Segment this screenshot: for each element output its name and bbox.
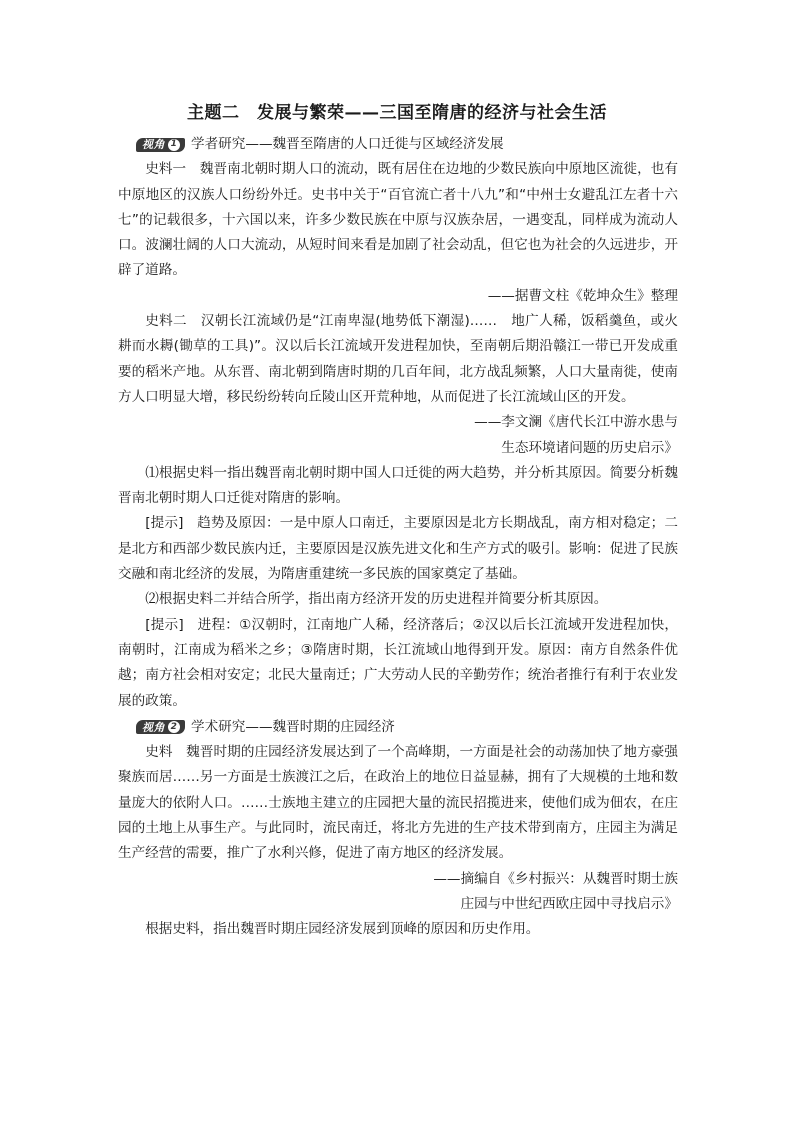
- view-badge-number: 2: [168, 721, 180, 733]
- view-badge-number: 1: [168, 139, 180, 151]
- answer-hint-1: [提示] 趋势及原因：一是中原人口南迁，主要原因是北方长期战乱，南方相对稳定；二是北方和西部少数民族内迁，主要原因是汉族先进文化和生产方式的吸引。影响：促进了民族交融和南北经济的发展，为隋唐重建统一多民族的国家奠定了基础。: [118, 515, 678, 583]
- material-2: 史料二 汉朝长江流域仍是“江南卑湿(地势低下潮湿)…… 地广人稀，饭稻羹鱼，或火耕而水耨(锄草的工具)”。汉以后长江流域开发进程加快，至南朝后期沿赣江一带已开发成重要的稻米产地。从东晋、南北朝到隋唐时期的几百年间，北方战乱频繁，人口大量南徙，使南方人口明显大增，移民纷纷转向丘陵山区开荒种地，从而促进了长江流域山区的开发。: [118, 313, 678, 405]
- view2-title: 学术研究——魏晋时期的庄园经济: [191, 718, 395, 735]
- view-badge: [136, 138, 185, 152]
- content-body: [118, 132, 678, 943]
- view1-title: 学者研究——魏晋至隋唐的人口迁徙与区域经济发展: [191, 136, 504, 152]
- view-badge: [136, 720, 185, 734]
- view-badge-label: 视角: [142, 720, 165, 734]
- page-title: 主题二 发展与繁荣——三国至隋唐的经济与社会生活: [187, 103, 607, 123]
- material-2-source-line2: 生态环境诸问题的历史启示》: [501, 439, 678, 456]
- question-2: ⑵根据史料二并结合所学，指出南方经济开发的历史进程并简要分析其原因。: [145, 591, 608, 608]
- material-1-source: ——据曹文柱《乾坤众生》整理: [487, 287, 678, 304]
- answer-hint-2: [提示] 进程：①汉朝时，江南地广人稀，经济落后；②汉以后长江流域开发进程加快，南朝时，江南成为稻米之乡；③隋唐时期，长江流域山地得到开发。原因：南方自然条件优越；南方社会相对安定；北民大量南迁；广大劳动人民的辛勤劳作；统治者推行有利于农业发展的政策。: [118, 616, 678, 709]
- question-3: 根据史料，指出魏晋时期庄园经济发展到顶峰的原因和历史作用。: [145, 921, 540, 938]
- view-badge-label: 视角: [142, 138, 165, 151]
- view2-heading: [118, 715, 678, 740]
- material-3: 史料 魏晋时期的庄园经济发展达到了一个高峰期，一方面是社会的动荡加快了地方豪强聚族而居……另一方面是士族渡江之后，在政治上的地位日益显赫，拥有了大规模的土地和数量庞大的依附人口。……士族地主建立的庄园把大量的流民招揽进来，使他们成为佃农，在庄园的土地上从事生产。与此同时，流民南迁，将北方先进的生产技术带到南方，庄园主为满足生产经营的需要，推广了水利兴修，促进了南方地区的经济发展。: [118, 744, 678, 862]
- question-1: ⑴根据史料一指出魏晋南北朝时期中国人口迁徙的两大趋势，并分析其原因。简要分析魏晋南北朝时期人口迁徙对隋唐的影响。: [118, 464, 678, 507]
- view1-heading: [118, 132, 678, 157]
- material-1: 史料一 魏晋南北朝时期人口的流动，既有居住在边地的少数民族向中原地区流徙，也有中原地区的汉族人口纷纷外迁。史书中关于“百官流亡者十八九”和“中州士女避乱江左者十六七”的记载很多，十六国以来，许多少数民族在中原与汉族杂居，一遇变乱，同样成为流动人口。波澜壮阔的人口大流动，从短时间来看是加剧了社会动乱，但它也为社会的久远进步，开辟了道路。: [118, 161, 678, 279]
- material-3-source-line1: ——摘编自《乡村振兴：从魏晋时期士族: [433, 870, 678, 887]
- material-3-source-line2: 庄园与中世纪西欧庄园中寻找启示》: [460, 895, 678, 912]
- material-2-source-line1: ——李文澜《唐代长江中游水患与: [474, 414, 678, 431]
